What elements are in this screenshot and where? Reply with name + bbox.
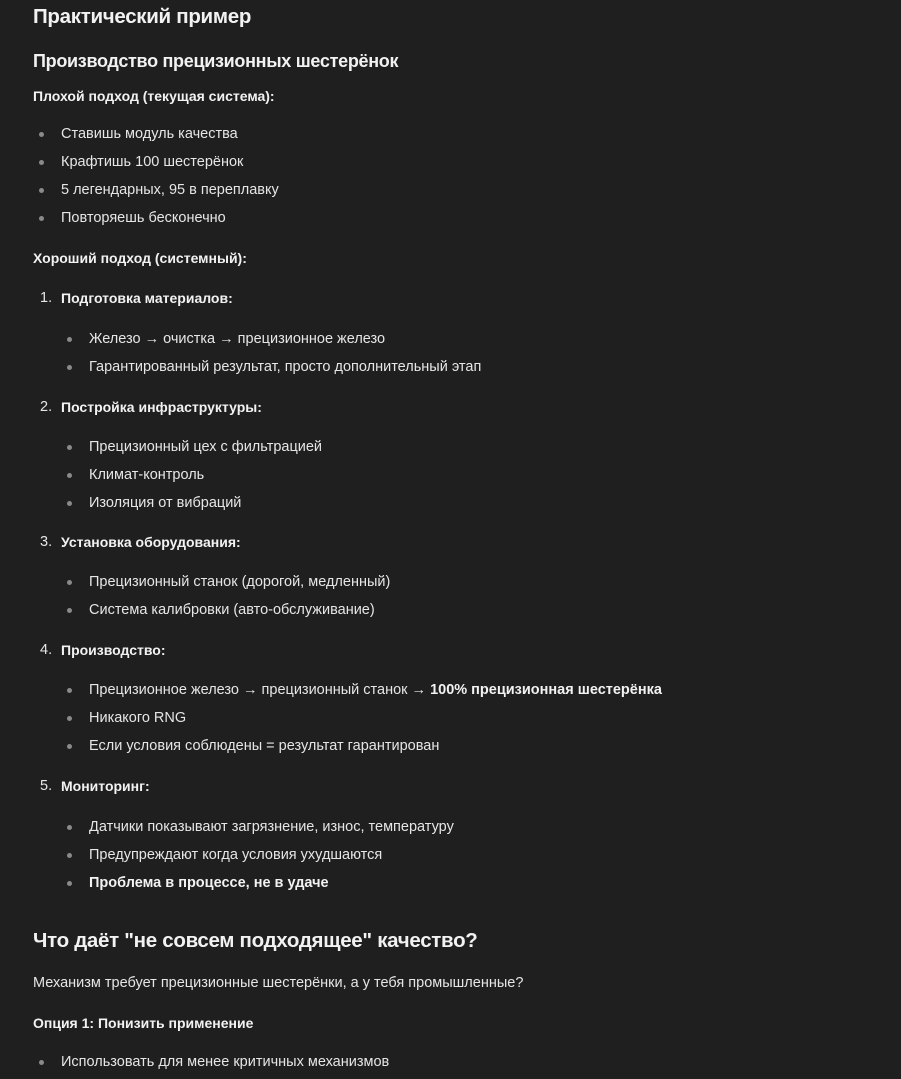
list-item: Повторяешь бесконечно — [61, 210, 226, 226]
bullet-icon — [67, 744, 72, 749]
list-item: Ставишь модуль качества — [61, 126, 238, 142]
list-item: Климат-контроль — [89, 467, 205, 483]
bullet-icon — [67, 853, 72, 858]
step-number: 3. — [40, 534, 53, 550]
heading-gears: Производство прецизионных шестерёнок — [33, 51, 399, 71]
bullet-icon — [67, 337, 72, 342]
step-title: Производство: — [61, 642, 166, 658]
heading-example: Практический пример — [33, 5, 252, 28]
bullet-icon — [67, 473, 72, 478]
quality-paragraph: Механизм требует прецизионные шестерёнки, а у тебя промышленные? — [33, 975, 524, 991]
bullet-icon — [67, 716, 72, 721]
list-item: Датчики показывают загрязнение, износ, температуру — [89, 819, 454, 835]
list-item: Прецизионный станок (дорогой, медленный) — [89, 574, 391, 590]
bad-approach-label: Плохой подход (текущая система): — [33, 88, 275, 104]
step-title: Мониторинг: — [61, 778, 150, 794]
list-item: Изоляция от вибраций — [89, 495, 242, 511]
list-item: Использовать для менее критичных механизмов — [61, 1054, 390, 1070]
bullet-icon — [67, 825, 72, 830]
bullet-icon — [39, 1060, 44, 1065]
step-number: 5. — [40, 778, 53, 794]
bullet-icon — [67, 445, 72, 450]
bullet-icon — [39, 188, 44, 193]
list-item-bold: 100% прецизионная шестерёнка — [430, 682, 662, 698]
good-approach-label: Хороший подход (системный): — [33, 250, 247, 266]
bullet-icon — [67, 608, 72, 613]
list-item — [89, 680, 662, 700]
step-number: 2. — [40, 399, 53, 415]
list-item: Прецизионный цех с фильтрацией — [89, 439, 323, 455]
bullet-icon — [39, 132, 44, 137]
list-item-text: Прецизионное железо → прецизионный станок → — [89, 682, 431, 698]
bullet-icon — [67, 580, 72, 585]
bullet-icon — [39, 216, 44, 221]
list-item: Система калибровки (авто-обслуживание) — [89, 602, 375, 618]
step-number: 1. — [40, 290, 53, 306]
bullet-icon — [39, 160, 44, 165]
list-item: Если условия соблюдены = результат гарантирован — [89, 738, 440, 754]
step-number: 4. — [40, 642, 53, 658]
step-title: Подготовка материалов: — [61, 290, 233, 306]
list-item: Крафтишь 100 шестерёнок — [61, 154, 244, 170]
bullet-icon — [67, 365, 72, 370]
heading-quality: Что даёт "не совсем подходящее" качество? — [33, 929, 478, 952]
list-item: Гарантированный результат, просто дополнительный этап — [89, 359, 482, 375]
step-title: Постройка инфраструктуры: — [61, 399, 262, 415]
list-item: Железо → очистка → прецизионное железо — [89, 331, 386, 347]
list-item: Проблема в процессе, не в удаче — [89, 875, 329, 891]
list-item: 5 легендарных, 95 в переплавку — [61, 182, 279, 198]
bullet-icon — [67, 881, 72, 886]
list-item: Никакого RNG — [89, 710, 187, 726]
bullet-icon — [67, 688, 72, 693]
option-1-label: Опция 1: Понизить применение — [33, 1015, 254, 1031]
bullet-icon — [67, 501, 72, 506]
step-title: Установка оборудования: — [61, 534, 241, 550]
list-item: Предупреждают когда условия ухудшаются — [89, 847, 383, 863]
